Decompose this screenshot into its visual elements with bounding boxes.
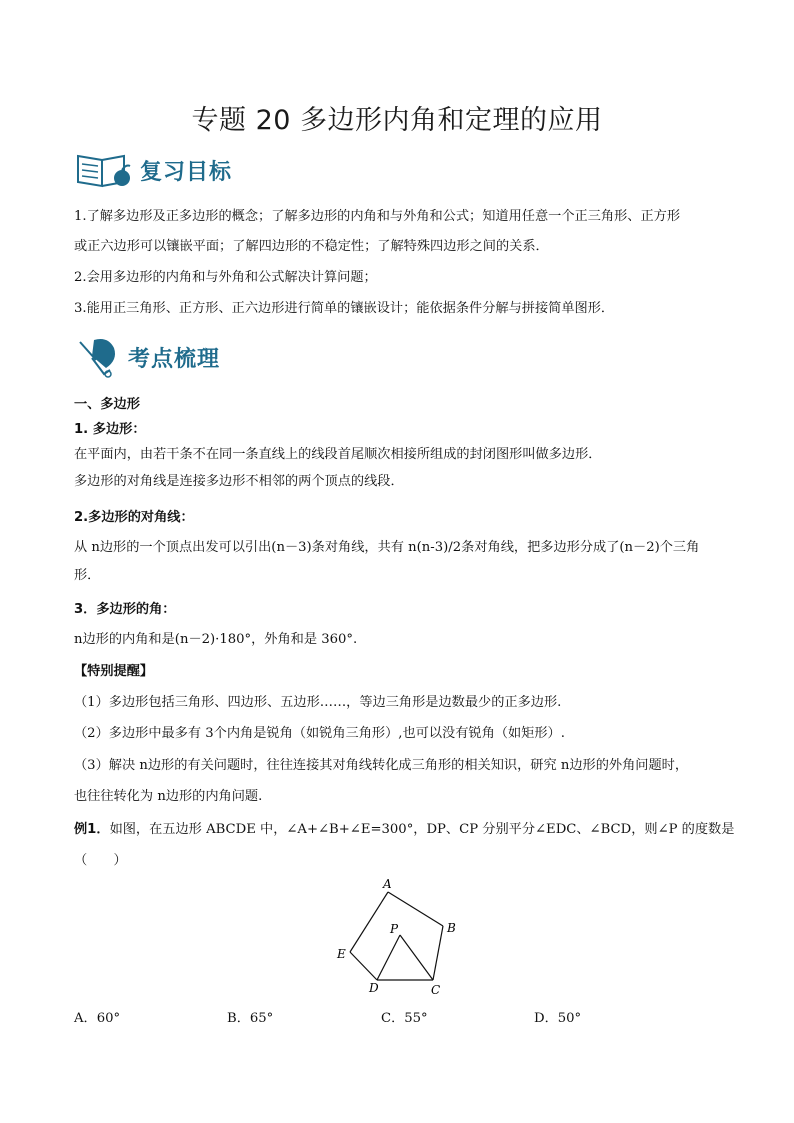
item2-line-2: 形．: [74, 568, 101, 583]
part-title-polygon: 一、多边形: [74, 397, 140, 412]
section-heading-text: 复习目标: [140, 159, 233, 185]
goal-line-3: 2.会用多边形的内角和与外角和公式解决计算问题；: [74, 270, 377, 285]
page-title: 专题 20 多边形内角和定理的应用: [191, 105, 603, 136]
vertex-label-e: E: [337, 947, 346, 961]
item-title-diagonals: 2.多边形的对角线：: [74, 510, 194, 525]
pentagon-figure: [330, 874, 470, 998]
side-ab: [388, 892, 443, 926]
side-de: [350, 952, 377, 980]
segment-cp: [400, 935, 433, 980]
example-label: 例1．: [74, 822, 110, 837]
section-heading-text: 考点梳理: [128, 346, 221, 372]
item-title-polygon: 1. 多边形：: [74, 422, 146, 437]
example-1-question: [74, 820, 735, 840]
side-ea: [350, 892, 388, 952]
section-heading-key-points: [74, 334, 220, 380]
item2-line-1: 从 n边形的一个顶点出发可以引出(n－3)条对角线，共有 n(n-3)/2条对角线，把多边形分成了(n－2)个三角: [74, 540, 700, 555]
item1-line-2: 多边形的对角线是连接多边形不相邻的两个顶点的线段．: [74, 474, 404, 489]
vertex-label-c: C: [431, 983, 441, 997]
example-text: 如图，在五边形 ABCDE 中，∠A+∠B+∠E=300°，DP、CP 分别平分∠EDC、∠BCD，则∠P 的度数是: [109, 822, 735, 837]
tip-title: 【特别提醒】: [74, 664, 154, 679]
option-c[interactable]: C．55°: [381, 1011, 428, 1026]
goal-line-2: 或正六边形可以镶嵌平面；了解四边形的不稳定性；了解特殊四边形之间的关系．: [74, 239, 549, 254]
bell-leaf-icon: [74, 334, 122, 380]
section-heading-review-goals: [74, 150, 232, 190]
option-b[interactable]: B．65°: [227, 1011, 274, 1026]
tip-line-2: （2）多边形中最多有 3个内角是锐角（如锐角三角形）,也可以没有锐角（如矩形）.: [74, 726, 565, 741]
vertex-label-a: A: [383, 877, 392, 891]
option-a[interactable]: A．60°: [74, 1011, 121, 1026]
book-icon: [74, 150, 134, 190]
goal-line-1: 1.了解多边形及正多边形的概念；了解多边形的内角和与外角和公式；知道用任意一个正三角形、正方形: [74, 209, 681, 224]
segment-dp: [377, 935, 400, 980]
vertex-label-d: D: [369, 981, 379, 995]
tip-line-3: （3）解决 n边形的有关问题时，往往连接其对角线转化成三角形的相关知识，研究 n边形的外角问题时，: [74, 758, 689, 773]
item-title-angles: 3．多边形的角：: [74, 602, 176, 617]
side-bc: [433, 926, 443, 980]
goal-line-4: 3.能用正三角形、正方形、正六边形进行简单的镶嵌设计；能依据条件分解与拼接简单图形．: [74, 301, 615, 316]
point-label-p: P: [390, 922, 399, 936]
example-answer-blank: （ ）: [74, 853, 127, 868]
tip-line-1: （1）多边形包括三角形、四边形、五边形……，等边三角形是边数最少的正多边形.: [74, 695, 562, 710]
vertex-label-b: B: [447, 921, 456, 935]
item1-line-1: 在平面内，由若干条不在同一条直线上的线段首尾顺次相接所组成的封闭图形叫做多边形．: [74, 447, 602, 462]
option-d[interactable]: D．50°: [534, 1011, 582, 1026]
item3-line-1: n边形的内角和是(n－2)·180°，外角和是 360°.: [74, 632, 358, 647]
tip-line-4: 也往往转化为 n边形的内角问题.: [74, 789, 263, 804]
